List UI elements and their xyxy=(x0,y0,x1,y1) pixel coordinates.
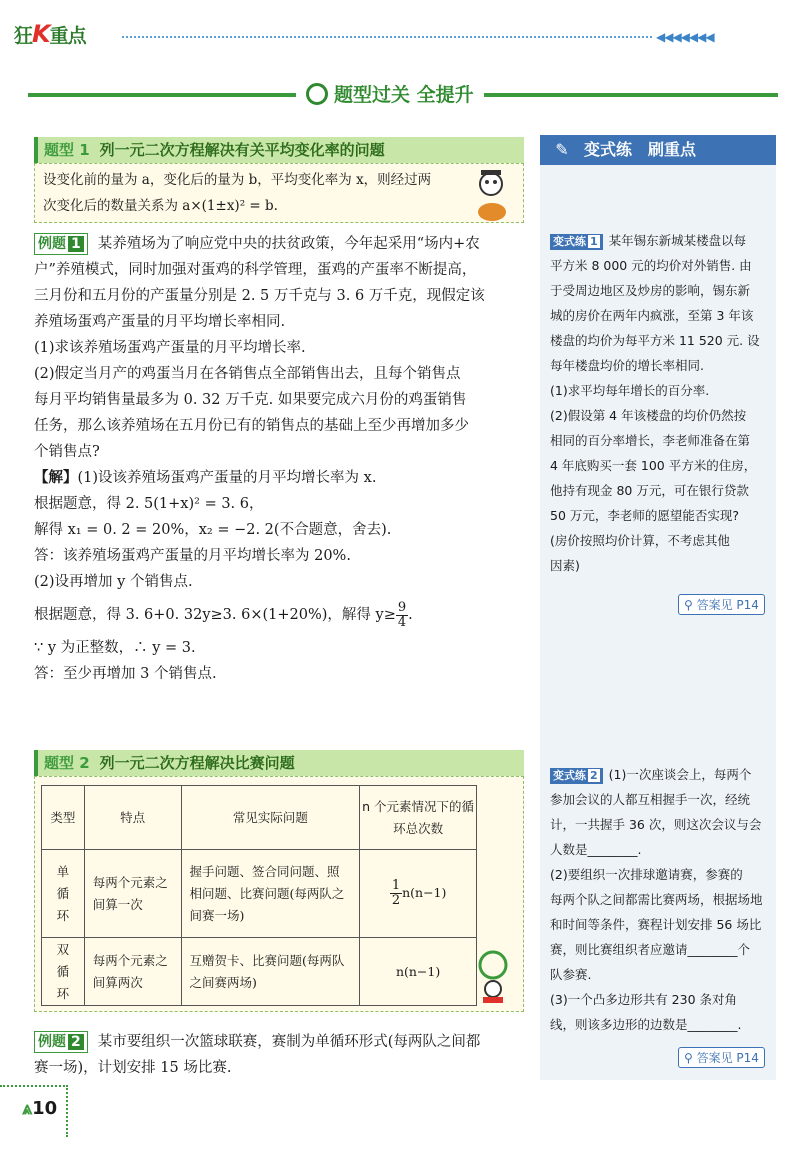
variant-2-line: 每两个队之间都需比赛两场，根据场地 xyxy=(550,892,763,907)
variant-1-line: (房价按照均价计算，不考虑其他 xyxy=(550,533,730,548)
variant-2-line: (2)要组织一次排球邀请赛，参赛的 xyxy=(550,867,743,882)
solution-line: ∵ y 为正整数，∴ y = 3. xyxy=(34,640,196,656)
page-number: ⩓10 xyxy=(22,1098,58,1119)
variant-1-line: 变式练 1 某年锡东新城某楼盘以每 xyxy=(550,228,772,253)
magnifier-mascot-icon xyxy=(473,949,513,1005)
variant-2-line: (3)一个凸多边形共有 230 条对角 xyxy=(550,992,738,1007)
example-1-line: 个销售点? xyxy=(34,444,100,460)
variant-2-line: 人数是________. xyxy=(550,842,642,857)
variant-tag: 变式练 2 xyxy=(550,768,603,784)
example-1-line: 三月份和五月份的产蛋量分别是 2. 5 万千克与 3. 6 万千克，现假定该 xyxy=(34,288,485,304)
example-tag: 例题 2 xyxy=(34,1031,88,1053)
variant-1-line: 他持有现金 80 万元，可在银行贷款 xyxy=(550,483,749,498)
topic-1-summary xyxy=(34,163,524,223)
variant-1-line: 4 年底购买一套 100 平方米的住房， xyxy=(550,458,757,473)
section-banner: 题型过关 全提升 xyxy=(296,80,484,107)
table-cell: 每两个元素之间算两次 xyxy=(84,938,181,1006)
header-dotted-line xyxy=(122,36,652,38)
table-header: n 个元素情况下的循环总次数 xyxy=(360,786,477,850)
variant-1-line: 于受周边地区及炒房的影响，锡东新 xyxy=(550,283,751,298)
variant-1-line: (2)假设第 4 年该楼盘的均价仍然按 xyxy=(550,408,747,423)
variant-1-line: 楼盘的均价为每平方米 11 520 元. 设 xyxy=(550,333,760,348)
fraction: $\frac{1}{2}$ xyxy=(391,878,401,908)
example-1 xyxy=(34,231,530,687)
variant-2-line: 和时间等条件，赛程计划安排 56 场比 xyxy=(550,917,762,932)
solution-line: 【解】(1)设该养殖场蛋鸡产蛋量的月平均增长率为 x. xyxy=(34,469,377,486)
table-cell: 双循环 xyxy=(42,938,85,1006)
summary-line-1: 设变化前的量为 a，变化后的量为 b，平均变化率为 x，则经过两 xyxy=(43,172,432,188)
variant-1 xyxy=(550,228,772,578)
table-header: 常见实际问题 xyxy=(181,786,360,850)
table-cell: 握手问题、签合同问题、照相问题、比赛问题(每两队之间赛一场) xyxy=(181,850,360,938)
table-cell: 单循环 xyxy=(42,850,85,938)
variant-2-line: 线，则该多边形的边数是________. xyxy=(550,1017,742,1032)
variant-1-line: 每年楼盘均价的增长率相同. xyxy=(550,358,704,373)
variant-1-line: 城的房价在两年内疯涨，至第 3 年该 xyxy=(550,308,754,323)
variant-1-line: (1)求平均每年增长的百分率. xyxy=(550,383,710,398)
variant-2-line: 计，一共握手 36 次，则这次会议与会 xyxy=(550,817,762,832)
topic-2-header: 题型 2 列一元二次方程解决比赛问题 xyxy=(34,750,524,776)
variant-tag: 变式练 1 xyxy=(550,234,603,250)
variant-2-line: 变式练 2 (1)一次座谈会上，每两个 xyxy=(550,762,772,787)
example-1-line: 例题 1 某养殖场为了响应党中央的扶贫政策，今年起采用“场内+农 xyxy=(34,231,530,257)
solution-line: 根据题意，得 2. 5(1+x)² = 3. 6， xyxy=(34,496,264,512)
variant-2-line: 赛，则比赛组织者应邀请________个 xyxy=(550,942,751,957)
mascot-icon: ✎ xyxy=(555,140,569,159)
example-2-line: 赛一场)，计划安排 15 场比赛. xyxy=(34,1060,232,1076)
practice-sidebar-header: ✎ 变式练 刷重点 xyxy=(540,135,776,165)
example-1-line: (2)假定当月产的鸡蛋当月在各销售点全部销售出去，且每个销售点 xyxy=(34,366,461,382)
example-2-line: 例题 2 某市要组织一次篮球联赛，赛制为单循环形式(每两队之间都 xyxy=(34,1029,530,1055)
example-1-line: 户”养殖模式，同时加强对蛋鸡的科学管理，蛋鸡的产蛋率不断提高， xyxy=(34,262,477,278)
example-1-line: 养殖场蛋鸡产蛋量的月平均增长率相同. xyxy=(34,314,286,330)
table-cell: 互赠贺卡、比赛问题(每两队之间赛两场) xyxy=(181,938,360,1006)
example-1-line: (1)求该养殖场蛋鸡产蛋量的月平均增长率. xyxy=(34,340,306,356)
swirl-icon xyxy=(306,83,328,105)
fraction: $\frac{9}{4}$ xyxy=(397,599,407,630)
topic-2-table-box xyxy=(34,776,524,1012)
solution-line: (2)设再增加 y 个销售点. xyxy=(34,574,193,590)
solution-line: 答：该养殖场蛋鸡产蛋量的月平均增长率为 20%. xyxy=(34,548,351,564)
table-header: 类型 xyxy=(42,786,85,850)
example-1-line: 每月平均销售量最多为 0. 32 万千克. 如果要完成六月份的鸡蛋销售 xyxy=(34,392,467,408)
answer-link[interactable]: ⚲ 答案见 P14 xyxy=(678,594,765,615)
table-cell: n(n−1) xyxy=(360,938,477,1006)
table-cell: 每两个元素之间算一次 xyxy=(84,850,181,938)
brand-logo: 狂K重点 xyxy=(14,20,86,48)
example-1-line: 任务，那么该养殖场在五月份已有的销售点的基础上至少再增加多少 xyxy=(34,418,469,434)
table-row xyxy=(42,938,477,1006)
variant-2 xyxy=(550,762,772,1037)
variant-1-line: 相同的百分率增长，李老师准备在第 xyxy=(550,433,751,448)
comparison-table xyxy=(41,785,477,1006)
table-row xyxy=(42,850,477,938)
solution-line: 根据题意，得 3. 6+0. 32y≥3. 6×(1+20%)，解得 y≥ $\frac{9}{4}$ . xyxy=(34,599,413,630)
variant-1-line: 50 万元，李老师的愿望能否实现? xyxy=(550,508,740,523)
topic-1-header: 题型 1 列一元二次方程解决有关平均变化率的问题 xyxy=(34,137,524,163)
table-header: 特点 xyxy=(84,786,181,850)
cartoon-mascot-icon xyxy=(467,166,517,222)
summary-line-2: 次变化后的数量关系为 a×(1±x)² = b. xyxy=(43,198,278,214)
example-2 xyxy=(34,1029,530,1081)
example-tag: 例题 1 xyxy=(34,233,88,255)
header-arrows-icon: ◀◀◀◀◀◀◀ xyxy=(656,30,714,44)
compass-icon: ⩓ xyxy=(22,1098,33,1119)
variant-1-line: 平方米 8 000 元的均价对外销售. 由 xyxy=(550,258,752,273)
variant-2-line: 参加会议的人都互相握手一次，经统 xyxy=(550,792,751,807)
solution-line: 解得 x₁ = 0. 2 = 20%，x₂ = −2. 2(不合题意，舍去). xyxy=(34,522,392,538)
answer-link[interactable]: ⚲ 答案见 P14 xyxy=(678,1047,765,1068)
variant-2-line: 队参赛. xyxy=(550,967,592,982)
variant-1-line: 因素) xyxy=(550,558,580,573)
solution-line: 答：至少再增加 3 个销售点. xyxy=(34,666,217,682)
table-cell: $\frac{1}{2}$ n(n−1) xyxy=(360,850,477,938)
